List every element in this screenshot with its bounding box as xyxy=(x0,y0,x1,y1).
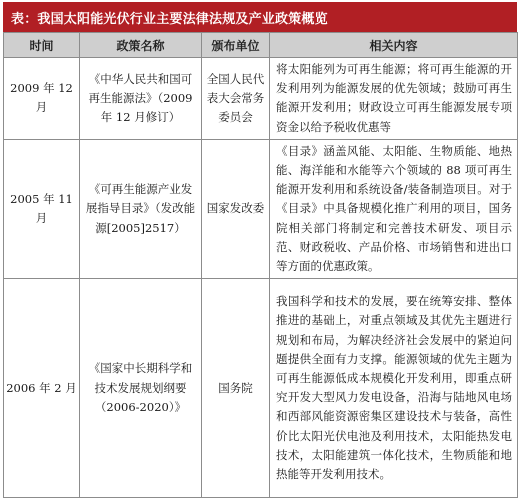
cell-policy-name: 《中华人民共和国可再生能源法》（2009 年 12 月修订） xyxy=(80,58,202,140)
cell-time: 2006 年 2 月 xyxy=(4,279,80,498)
cell-policy-name: 《可再生能源产业发展指导目录》（发改能源[2005]2517） xyxy=(80,139,202,278)
table-row xyxy=(4,279,518,498)
policy-table xyxy=(3,32,518,498)
cell-content: 将太阳能列为可再生能源；将可再生能源的开发利用列为能源发展的优先领域；鼓励可再生能源开发利用；财政设立可再生能源发展专项资金以给予税收优惠等 xyxy=(270,58,518,140)
cell-content: 《目录》涵盖风能、太阳能、生物质能、地热能、海洋能和水能等六个领域的 88 项可再生能源开发利用和系统设备/装备制造项目。对于《目录》中具备规模化推广利用的项目，国务院相关部门将制定和完善技术研发、项目示范、财政税收、产品价格、市场销售和进出口等方面的优惠政策。 xyxy=(270,139,518,278)
header-time: 时间 xyxy=(4,33,80,58)
cell-time: 2009 年 12 月 xyxy=(4,58,80,140)
cell-content: 我国科学和技术的发展，要在统筹安排、整体推进的基础上，对重点领域及其优先主题进行规划和布局，为解决经济社会发展中的紧迫问题提供全面有力支撑。能源领域的优先主题为可再生能源低成本规模化开发利用，即重点研究开发大型风力发电设备，沿海与陆地风电场和西部风能资源密集区建设技术与装备，高性价比太阳光伏电池及利用技术，太阳能热发电技术，太阳能建筑一体化技术，生物质能和地热能等开发利用技术。 xyxy=(270,279,518,498)
cell-issuer: 国务院 xyxy=(202,279,270,498)
header-policy-name: 政策名称 xyxy=(80,33,202,58)
cell-policy-name: 《国家中长期科学和技术发展规划纲要（2006-2020）》 xyxy=(80,279,202,498)
header-issuer: 颁布单位 xyxy=(202,33,270,58)
table-header-row xyxy=(4,33,518,58)
table-title: 表：我国太阳能光伏行业主要法律法规及产业政策概览 xyxy=(3,2,517,32)
cell-issuer: 国家发改委 xyxy=(202,139,270,278)
table-row xyxy=(4,139,518,278)
header-content: 相关内容 xyxy=(270,33,518,58)
cell-issuer: 全国人民代表大会常务委员会 xyxy=(202,58,270,140)
cell-time: 2005 年 11 月 xyxy=(4,139,80,278)
table-row xyxy=(4,58,518,140)
